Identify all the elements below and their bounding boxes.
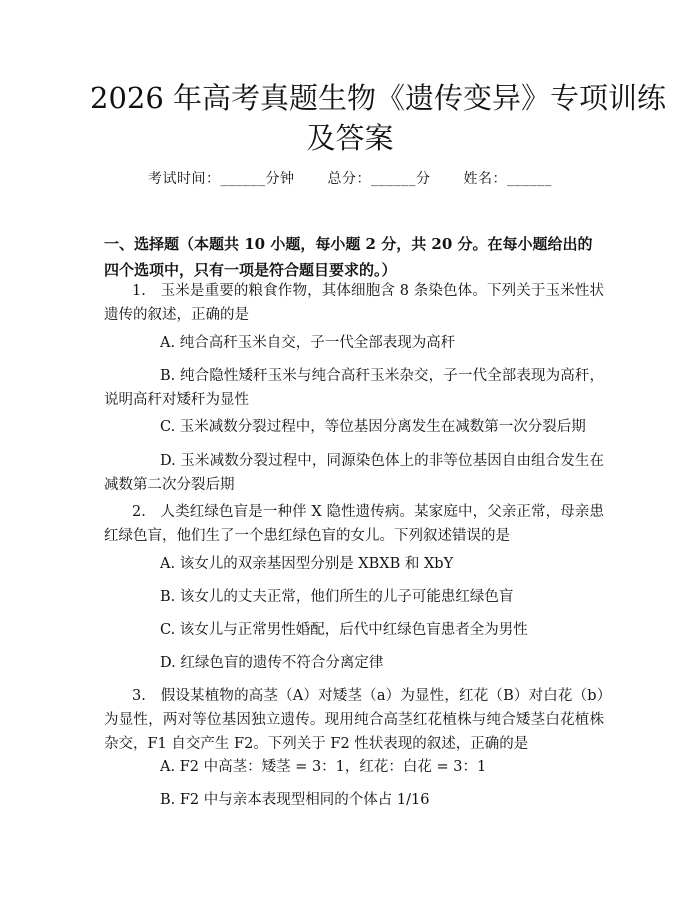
question-2-option-a: A. 该女儿的双亲基因型分别是 XBXB 和 XbY	[160, 556, 454, 572]
exam-info	[0, 168, 700, 188]
title-line-1: 2026 年高考真题生物《遗传变异》专项训练	[90, 81, 667, 115]
exam-time: 考试时间：______分钟	[148, 171, 295, 187]
title-line-2: 及答案	[306, 121, 394, 155]
question-1-option-b: B. 纯合隐性矮秆玉米与纯合高秆玉米杂交，子一代全部表现为高秆，说明高秆对矮秆为显性	[104, 368, 604, 408]
question-1-option-d: D. 玉米减数分裂过程中，同源染色体上的非等位基因自由组合发生在减数第二次分裂后期	[104, 453, 604, 493]
document-title	[90, 78, 667, 158]
question-3-stem: 3. 假设某植物的高茎（A）对矮茎（a）为显性，红花（B）对白花（b）为显性，两对等位基因独立遗传。现用纯合高茎红花植株与纯合矮茎白花植株杂交，F1 自交产生 F2。下列关于 F2 性状表现的叙述，正确的是	[104, 688, 604, 752]
section-heading: 一、选择题（本题共 10 小题，每小题 2 分，共 20 分。在每小题给出的四个选项中，只有一项是符合题目要求的。）	[104, 235, 593, 279]
question-2-option-c: C. 该女儿与正常男性婚配，后代中红绿色盲患者全为男性	[160, 622, 528, 638]
question-1-stem: 1. 玉米是重要的粮食作物，其体细胞含 8 条染色体。下列关于玉米性状遗传的叙述，正确的是	[104, 283, 604, 323]
question-2-option-b: B. 该女儿的丈夫正常，他们所生的儿子可能患红绿色盲	[160, 589, 514, 605]
question-3-option-a: A. F2 中高茎：矮茎 = 3：1，红花：白花 = 3：1	[160, 759, 487, 775]
student-name: 姓名：______	[463, 171, 552, 187]
total-score: 总分：______分	[327, 171, 431, 187]
question-2-option-d: D. 红绿色盲的遗传不符合分离定律	[160, 655, 384, 671]
question-2-stem: 2. 人类红绿色盲是一种伴 X 隐性遗传病。某家庭中，父亲正常，母亲患红绿色盲，他们生了一个患红绿色盲的女儿。下列叙述错误的是	[104, 504, 604, 544]
question-1-option-c: C. 玉米减数分裂过程中，等位基因分离发生在减数第一次分裂后期	[160, 419, 586, 435]
question-1-option-a: A. 纯合高秆玉米自交，子一代全部表现为高秆	[160, 335, 456, 351]
question-3-option-b: B. F2 中与亲本表现型相同的个体占 1/16	[160, 792, 430, 808]
